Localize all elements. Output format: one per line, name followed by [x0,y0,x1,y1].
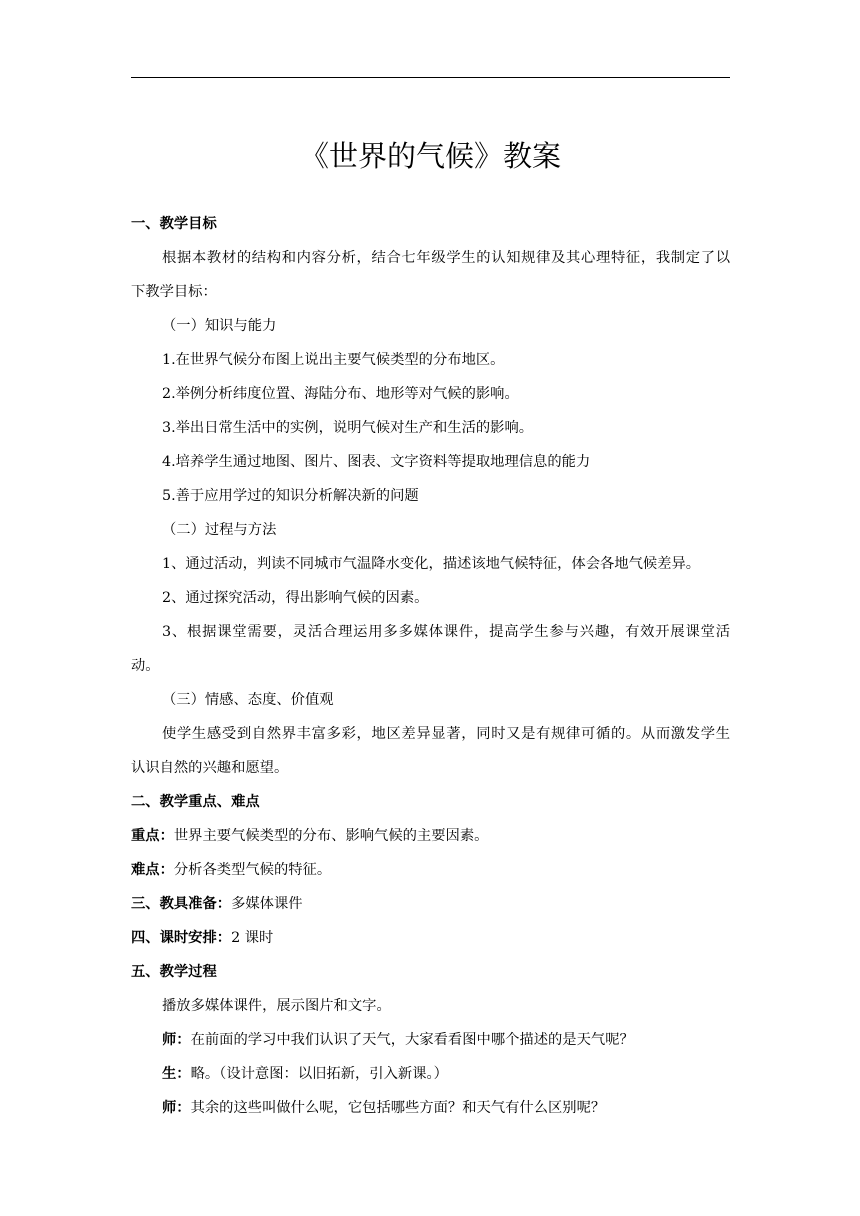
difficult-point-label: 难点： [131,862,174,878]
list-item: 1.在世界气候分布图上说出主要气候类型的分布地区。 [162,352,505,368]
list-item: 3.举出日常生活中的实例，说明气候对生产和生活的影响。 [162,420,534,436]
section-heading-key-points: 二、教学重点、难点 [131,794,260,810]
difficult-point-line [131,860,730,880]
dialogue-line [162,1064,730,1084]
teaching-aids-text: 多媒体课件 [231,896,303,912]
list-item: 2.举例分析纬度位置、海陆分布、地形等对气候的影响。 [162,386,519,402]
list-item: 1、通过活动，判读不同城市气温降水变化，描述该地气候特征，体会各地气候差异。 [162,556,701,572]
dialogue-speaker: 师： [162,1100,191,1116]
class-hours-line [131,928,730,948]
class-hours-text: 2 课时 [231,930,274,946]
paragraph-intro-line-1: 根据本教材的结构和内容分析，结合七年级学生的认知规律及其心理特征，我制定了以 [162,250,730,266]
list-item: 4.培养学生通过地图、图片、图表、文字资料等提取地理信息的能力 [162,454,591,470]
paragraph-line-2: 认识自然的兴趣和愿望。 [131,760,289,776]
list-item: 2、通过探究活动，得出影响气候的因素。 [162,590,429,606]
section-heading-teaching-objectives: 一、教学目标 [131,216,217,232]
key-point-line [131,826,730,846]
document-title: 《世界的气候》教案 [299,139,561,173]
list-item-line-2: 动。 [131,658,160,674]
subheading-knowledge-ability: （一）知识与能力 [162,318,277,334]
difficult-point-text: 分析各类型气候的特征。 [173,862,332,878]
dialogue-text: 在前面的学习中我们认识了天气，大家看看图中哪个描述的是天气呢？ [190,1032,634,1048]
dialogue-speaker: 师： [162,1032,191,1048]
header-rule [131,77,730,78]
process-intro: 播放多媒体课件，展示图片和文字。 [162,998,391,1014]
key-point-text: 世界主要气候类型的分布、影响气候的主要因素。 [173,828,489,844]
paragraph-intro-line-2: 下教学目标： [131,284,217,300]
dialogue-text: 其余的这些叫做什么呢，它包括哪些方面？和天气有什么区别呢？ [190,1100,606,1116]
subheading-emotion-values: （三）情感、态度、价值观 [162,692,334,708]
dialogue-speaker: 生： [162,1066,191,1082]
dialogue-text: 略。（设计意图：以旧拓新，引入新课。） [190,1066,448,1082]
list-item-line-1: 3、根据课堂需要，灵活合理运用多多媒体课件，提高学生参与兴趣，有效开展课堂活 [162,624,730,640]
teaching-aids-label: 三、教具准备： [131,896,232,912]
dialogue-line [162,1098,730,1118]
teaching-aids-line [131,894,730,914]
list-item: 5.善于应用学过的知识分析解决新的问题 [162,488,419,504]
subheading-process-method: （二）过程与方法 [162,522,277,538]
dialogue-line [162,1030,730,1050]
paragraph-line-1: 使学生感受到自然界丰富多彩，地区差异显著，同时又是有规律可循的。从而激发学生 [162,726,730,742]
key-point-label: 重点： [131,828,174,844]
section-heading-teaching-process: 五、教学过程 [131,964,217,980]
class-hours-label: 四、课时安排： [131,930,232,946]
